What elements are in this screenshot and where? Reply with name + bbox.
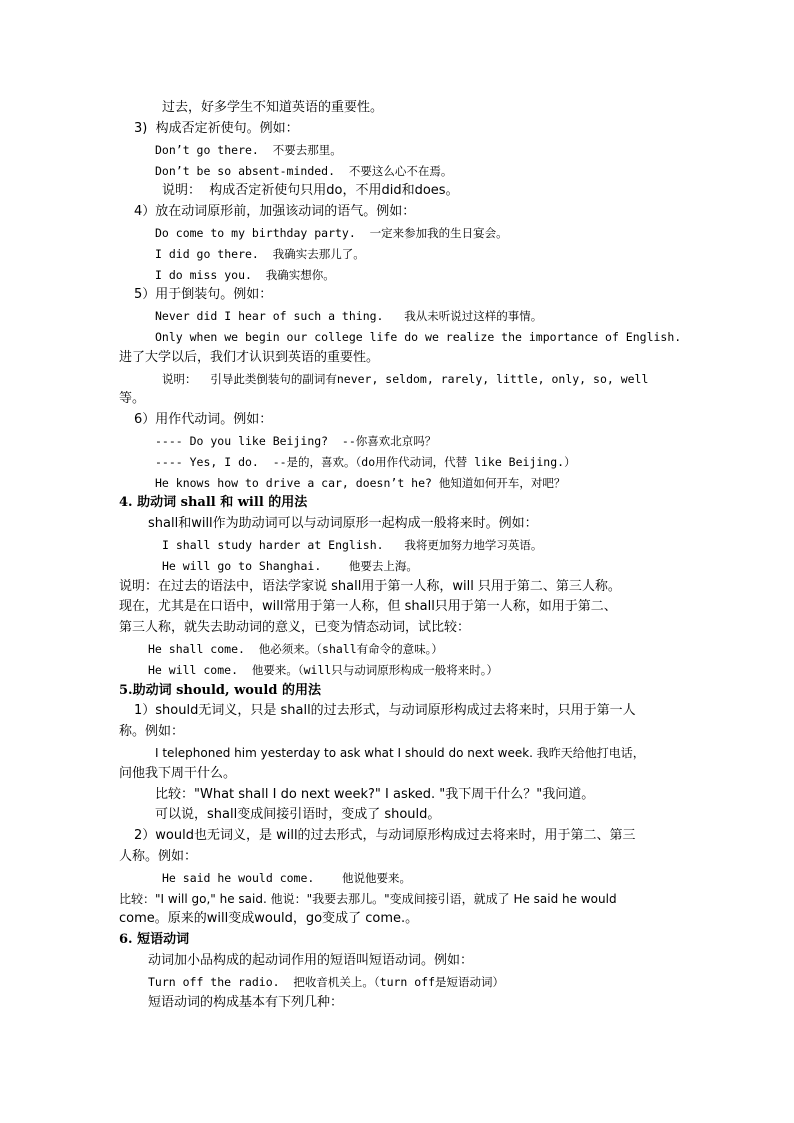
text-line: 问他我下周干什么。 bbox=[119, 766, 237, 781]
example-line: He knows how to drive a car, doesn’t he? 他知道如何开车，对吧？ bbox=[155, 476, 566, 490]
text-line: come。原来的will变成would，go变成了 come.。 bbox=[119, 911, 419, 926]
example-line: Don’t be so absent-minded. 不要这么心不在焉。 bbox=[155, 164, 453, 178]
example-line: He shall come. 他必须来。（shall有命令的意味。） bbox=[148, 642, 443, 656]
text-line: 可以说，shall变成间接引语时，变成了 should。 bbox=[155, 807, 441, 822]
list-item-4: 4）放在动词原形前，加强该动词的语气。例如： bbox=[134, 204, 416, 219]
example-line: Turn off the radio. 把收音机关上。（turn off是短语动词） bbox=[148, 975, 505, 989]
list-item-6: 6）用作代动词。例如： bbox=[134, 412, 273, 427]
example-line: ---- Do you like Beijing? --你喜欢北京吗？ bbox=[155, 434, 437, 448]
example-line: I telephoned him yesterday to ask what I should do next week. 我昨天给他打电话， bbox=[155, 746, 645, 760]
text-line: 短语动词的构成基本有下列几种： bbox=[148, 995, 344, 1010]
text-line: 过去，好多学生不知道英语的重要性。 bbox=[162, 100, 384, 115]
section-heading-6: 6. 短语动词 bbox=[119, 932, 190, 947]
text-line: 等。 bbox=[119, 391, 146, 406]
note-line: 说明： 构成否定祈使句只用do，不用did和does。 bbox=[162, 183, 459, 198]
example-line: He said he would come. 他说他要来。 bbox=[162, 871, 412, 885]
compare-line: 比较："What shall I do next week?" I asked. "我下周干什么？"我问道。 bbox=[155, 787, 595, 802]
list-item-1: 1）should无词义，只是 shall的过去形式，与动词原形构成过去将来时，只用于第一人 bbox=[134, 703, 636, 718]
list-item-2: 2）would也无词义，是 will的过去形式，与动词原形构成过去将来时，用于第二、第三 bbox=[134, 828, 636, 843]
example-line: I do miss you. 我确实想你。 bbox=[155, 268, 335, 282]
example-line: I did go there. 我确实去那儿了。 bbox=[155, 247, 365, 261]
example-line: Never did I hear of such a thing. 我从未听说过这样的事情。 bbox=[155, 309, 543, 323]
text-line: 第三人称，就失去助动词的意义，已变为情态动词，试比较： bbox=[119, 620, 471, 635]
text-line: 称。例如： bbox=[119, 724, 185, 739]
text-line: shall和will作为助动词可以与动词原形一起构成一般将来时。例如： bbox=[148, 516, 538, 531]
example-line: He will go to Shanghai. 他要去上海。 bbox=[162, 559, 418, 573]
example-line: Don’t go there. 不要去那里。 bbox=[155, 143, 342, 157]
list-item-3: 3) 构成否定祈使句。例如： bbox=[134, 121, 299, 136]
section-heading-4: 4. 助动词 shall 和 will 的用法 bbox=[119, 495, 308, 510]
example-line: I shall study harder at English. 我将更加努力地学习英语。 bbox=[162, 538, 543, 552]
example-line: Do come to my birthday party. 一定来参加我的生日宴会。 bbox=[155, 226, 508, 240]
note-line: 说明： 引导此类倒装句的副词有never, seldom, rarely, little, only, so, well bbox=[162, 372, 649, 386]
note-line: 说明：在过去的语法中，语法学家说 shall用于第一人称，will 只用于第二、第三人称。 bbox=[119, 579, 621, 594]
section-heading-5: 5.助动词 should, would 的用法 bbox=[119, 683, 321, 698]
example-line: Only when we begin our college life do we realize the importance of English. bbox=[155, 330, 682, 344]
example-line: He will come. 他要来。（will只与动词原形构成一般将来时。） bbox=[148, 663, 499, 677]
list-item-5: 5）用于倒装句。例如： bbox=[134, 287, 273, 302]
compare-line: 比较："I will go," he said. 他说："我要去那儿。"变成间接引语，就成了 He said he would bbox=[119, 892, 617, 906]
text-line: 进了大学以后，我们才认识到英语的重要性。 bbox=[119, 350, 380, 365]
example-line: ---- Yes, I do. --是的，喜欢。（do用作代动词，代替 like Beijing.） bbox=[155, 455, 576, 469]
text-line: 人称。例如： bbox=[119, 849, 198, 864]
text-line: 现在，尤其是在口语中，will常用于第一人称，但 shall只用于第一人称，如用于第二、 bbox=[119, 599, 617, 614]
text-line: 动词加小品构成的起动词作用的短语叫短语动词。例如： bbox=[148, 953, 474, 968]
